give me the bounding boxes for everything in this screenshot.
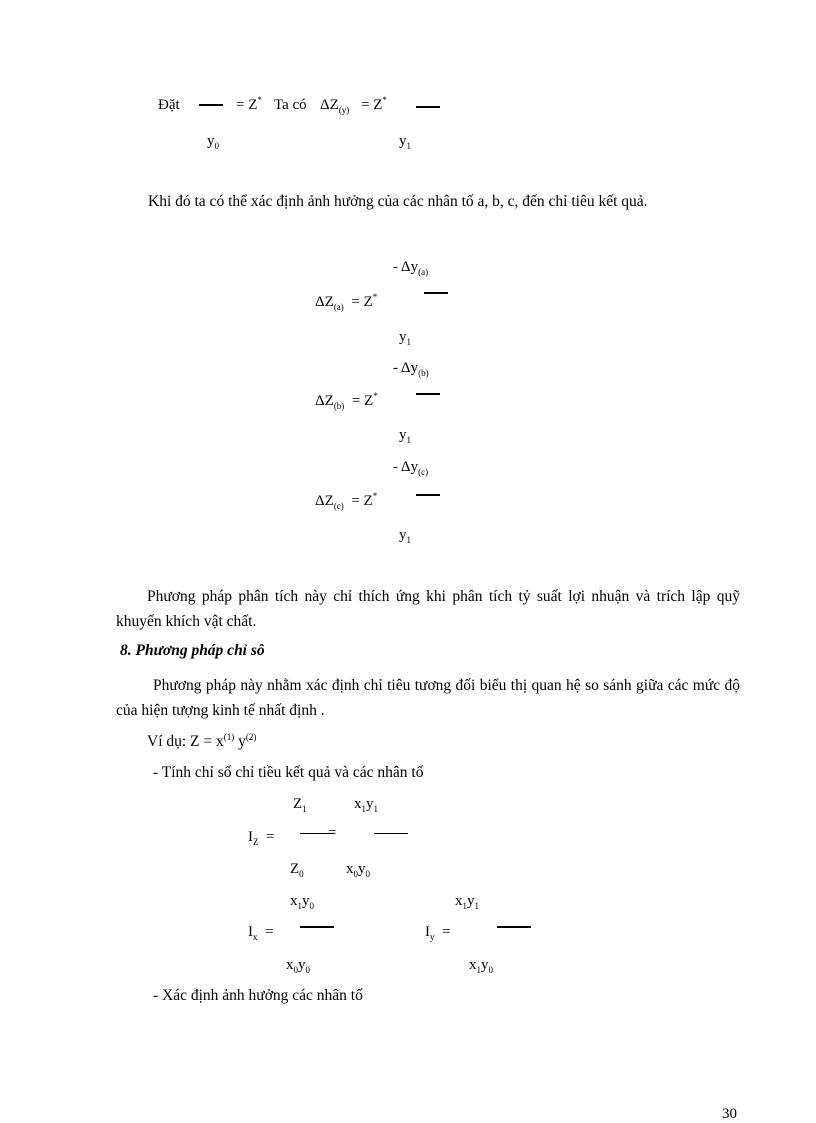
delta-zy: $\Delta Z_{(y)}$ <box>320 97 350 115</box>
fraction-bar <box>416 393 440 395</box>
example-line: Ví dụ: $Z = x^{(1)}$ $y^{(2)}$ <box>147 731 257 750</box>
fraction-bar <box>416 494 440 496</box>
ix-label: $I_x$ = <box>248 924 274 942</box>
dat-label: Đặt <box>158 97 180 113</box>
fraction-bar <box>497 926 531 928</box>
fraction-bar <box>424 292 448 294</box>
x1y1-numerator: $x_1y_1$ <box>354 796 378 814</box>
fraction-bar <box>374 833 408 834</box>
ix-numerator: $x_1y_0$ <box>290 893 314 911</box>
y0-denominator: $y_0$ <box>207 133 219 151</box>
numerator-a: - $\Delta y_{(a)}$ <box>393 259 429 277</box>
y1-denominator: $y_1$ <box>399 133 411 151</box>
fraction-bar <box>300 926 334 928</box>
delta-z-a: $\Delta Z_{(a)} = Z^*$ <box>315 292 378 312</box>
paragraph-applicability: Phương pháp phân tích này chỉ thích ứng khi phân tích tỷ suất lợi nhuận và trích lập quỹ khuyến khích vật chất. <box>116 588 740 630</box>
z-star-eq-2: = Z* <box>361 95 387 113</box>
step-determine-influence: - Xác định ảnh hưởng các nhân tố <box>153 987 363 1004</box>
numerator-c: - $\Delta y_{(c)}$ <box>393 459 429 477</box>
page-number: 30 <box>722 1106 737 1122</box>
denominator-a: $y_1$ <box>399 329 411 347</box>
iy-numerator: $x_1y_1$ <box>455 893 479 911</box>
numerator-b: - $\Delta y_{(b)}$ <box>393 360 429 378</box>
iy-denominator: $x_1y_0$ <box>469 957 493 975</box>
paragraph-index-method: Phương pháp này nhằm xác định chỉ tiêu tương đối biểu thị quan hệ so sánh giữa các mức độ của hiện tượng kinh tế nhất định . <box>116 677 740 719</box>
delta-z-b: $\Delta Z_{(b)} = Z^*$ <box>315 391 378 411</box>
denominator-b: $y_1$ <box>399 427 411 445</box>
z1-numerator: $Z_1$ <box>293 796 307 814</box>
iy-label: $I_y$ = <box>425 924 451 942</box>
step-compute-index: - Tính chỉ số chỉ tiều kết quả và các nhân tố <box>153 764 424 781</box>
ix-denominator: $x_0y_0$ <box>286 957 310 975</box>
section-heading: 8. Phương pháp chỉ sô <box>120 642 265 659</box>
delta-z-c: $\Delta Z_{(c)} = Z^*$ <box>315 491 378 511</box>
z0-denominator: $Z_0$ <box>290 861 304 879</box>
equals-sign: = <box>328 825 337 841</box>
fraction-bar <box>199 104 223 106</box>
fraction-bar <box>416 106 440 108</box>
ta-co-label: Ta có <box>274 97 307 113</box>
denominator-c: $y_1$ <box>399 527 411 545</box>
iz-label: $I_Z$ = <box>248 829 275 847</box>
z-star-eq: = Z* <box>236 95 262 113</box>
sentence-intro: Khi đó ta có thể xác định ảnh hưởng của các nhân tố a, b, c, đến chỉ tiêu kết quả. <box>148 193 648 210</box>
x0y0-denominator: $x_0y_0$ <box>346 861 370 879</box>
